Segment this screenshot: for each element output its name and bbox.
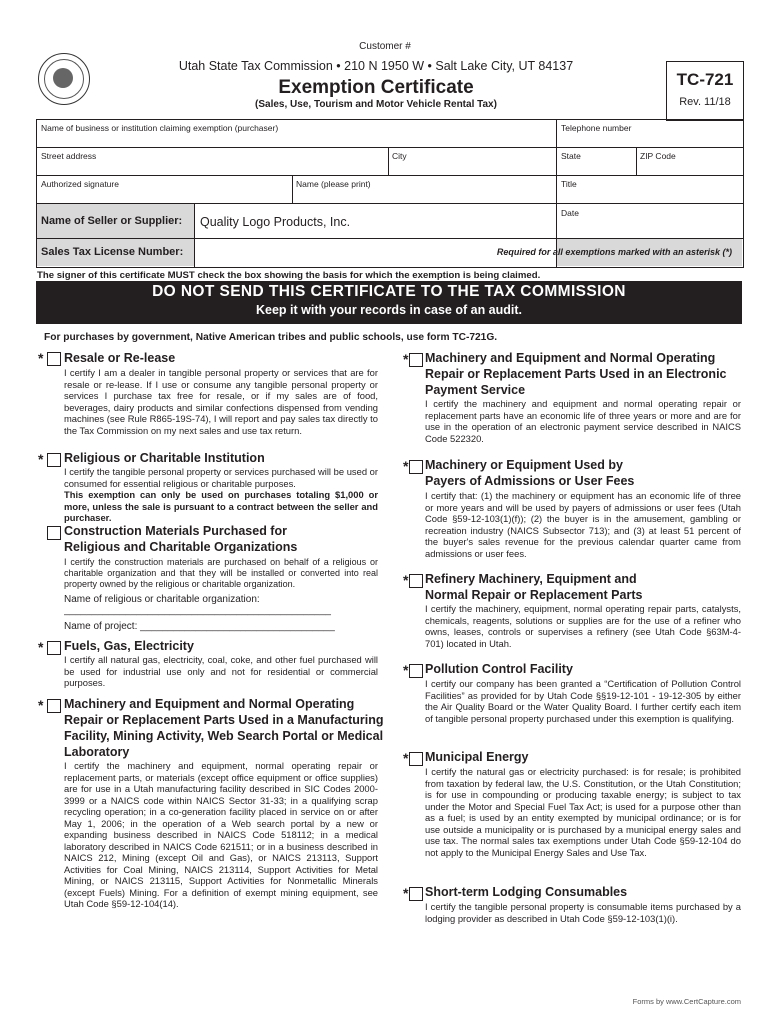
required-asterisk: *	[38, 639, 44, 655]
customer-number-label: Customer #	[359, 41, 411, 52]
lodging-title: Short-term Lodging Consumables	[425, 885, 628, 899]
zip-code-field[interactable]: ZIP Code	[640, 151, 676, 161]
signer-notice: The signer of this certificate MUST check the box showing the basis for which the exemption is being claimed.	[37, 270, 541, 281]
municipal-energy-checkbox[interactable]	[409, 752, 423, 766]
fuels-body: I certify all natural gas, electricity, coal, coke, and other fuel purchased will be used for industrial use only and not for residential or commercial purposes.	[64, 654, 378, 688]
revision-date: Rev. 11/18	[679, 96, 731, 108]
city-field[interactable]: City	[392, 151, 407, 161]
electronic-payment-body: I certify the machinery and equipment and normal operating repair or replacement parts have an economic life of three years or more and are for use in the operation of an electronic payment service described in NAICS Code 522320.	[425, 398, 741, 444]
admissions-body: I certify that: (1) the machinery or equipment has an economic life of three or more years and will be used by payers of admissions or user fees (Utah Code §59-12-103(1)(f)); (2) the buyer is in the amusement, gambling or recreation industry (NAICS Subsector 713); and (3) at least 51 percent of the buyer's sales revenue for the previous calendar quarter came from admissions or user fees.	[425, 490, 741, 559]
form-subtitle: (Sales, Use, Tourism and Motor Vehicle Rental Tax)	[255, 99, 497, 110]
utah-state-seal-icon	[38, 53, 90, 105]
refinery-title-2: Normal Repair or Replacement Parts	[425, 588, 643, 602]
banner-line1: DO NOT SEND THIS CERTIFICATE TO THE TAX COMMISSION	[152, 283, 626, 300]
electronic-payment-title-2: Repair or Replacement Parts Used in an Electronic	[425, 367, 727, 381]
admissions-checkbox[interactable]	[409, 460, 423, 474]
municipal-energy-body: I certify the natural gas or electricity purchased: is for resale; is prohibited from taxation by federal law, the U.S. Constitution, or the Utah Constitution; is for use in compounding or producing taxable energy; is subject to tax under the Motor and Special Fuel Tax Act; is used for a purpose other than as a fuel; is used by an entity exempted by municipal ordinance; or is for use outside a municipality or is purchased by a municipal energy sales and use tax. The normal sales tax exemptions under Utah Code §59-12-104 do not apply to the Municipal Energy Sales and Use Tax.	[425, 766, 741, 858]
seller-name-field[interactable]: Quality Logo Products, Inc.	[200, 215, 351, 229]
required-asterisk: *	[403, 458, 409, 474]
agency-line: Utah State Tax Commission • 210 N 1950 W • Salt Lake City, UT 84137	[178, 59, 574, 73]
manufacturing-title-3: Facility, Mining Activity, Web Search Portal or Medical	[64, 729, 384, 743]
resale-title: Resale or Re-lease	[64, 351, 176, 365]
manufacturing-title-2: Repair or Replacement Parts Used in a Manufacturing	[64, 713, 384, 727]
manufacturing-body: I certify the machinery and equipment, normal operating repair or replacement parts, or materials (except office equipment or office supplies) are for use in a Utah manufacturing facility described in SIC Codes 2000-3999 or a NAICS code within NAICS Sector 31-33; in a qualifying scrap recycling operation; in a co-generation facility placed in service on or after May 1, 2006; in the operation of a Web search portal by a new or expanding business described in NAICS Code 518112; in a medical laboratory described in NAICS Code 621511; or in a business described in NAICS 212, Mining (except Oil and Gas), or NAICS 213113, Support Activities for Coal Mining, NAICS 213114, Support Activities for Metal Mining, or NAICS 213115, Support Activities for Nonmetallic Minerals (except Fuels) Mining. For a definition of exempt mining equipment, see Utah Code §59-12-104(14).	[64, 760, 378, 909]
required-asterisk: *	[38, 350, 44, 366]
religious-limit-note: This exemption can only be used on purchases totaling $1,000 or more, unless the sale is pursuant to a contract between the seller and purchaser.	[64, 489, 378, 523]
municipal-energy-title: Municipal Energy	[425, 750, 529, 764]
refinery-checkbox[interactable]	[409, 574, 423, 588]
refinery-body: I certify the machinery, equipment, normal operating repair parts, catalysts, chemicals, reagents, solutions or supplies are for the use of a refiner who owns, leases, controls or supervises a refinery (see Utah Code §63M-4-701) located in Utah.	[425, 603, 741, 649]
fuels-title: Fuels, Gas, Electricity	[64, 639, 194, 653]
form-number-box	[666, 61, 744, 121]
form-title: Exemption Certificate	[278, 77, 474, 98]
required-asterisk: *	[403, 662, 409, 678]
required-asterisk: *	[38, 697, 44, 713]
print-name-field[interactable]: Name (please print)	[296, 179, 371, 189]
lodging-checkbox[interactable]	[409, 887, 423, 901]
license-label: Sales Tax License Number:	[41, 246, 184, 258]
government-note: For purchases by government, Native American tribes and public schools, use form TC-721G.	[44, 332, 498, 343]
fuels-checkbox[interactable]	[47, 641, 61, 655]
electronic-payment-checkbox[interactable]	[409, 353, 423, 367]
pollution-checkbox[interactable]	[409, 664, 423, 678]
required-asterisk: *	[403, 885, 409, 901]
manufacturing-title-4: Laboratory	[64, 745, 130, 759]
footer-credit: Forms by www.CertCapture.com	[632, 997, 741, 1006]
pollution-title: Pollution Control Facility	[425, 662, 573, 676]
electronic-payment-title-3: Payment Service	[425, 383, 526, 397]
electronic-payment-title-1: Machinery and Equipment and Normal Operating	[425, 351, 716, 365]
construction-title-1: Construction Materials Purchased for	[64, 524, 287, 538]
religious-title: Religious or Charitable Institution	[64, 451, 265, 465]
required-asterisk: *	[403, 750, 409, 766]
project-name-field[interactable]: Name of project: ___________________________________	[64, 621, 335, 632]
manufacturing-title-1: Machinery and Equipment and Normal Operating	[64, 697, 355, 711]
construction-body: I certify the construction materials are purchased on behalf of a religious or charitable organization and that they will be installed or converted into real property owned by the religious or charitable organization.	[64, 557, 378, 589]
required-note: Required for all exemptions marked with an asterisk (*)	[496, 247, 732, 257]
refinery-title-1: Refinery Machinery, Equipment and	[425, 572, 637, 586]
title-field[interactable]: Title	[561, 179, 577, 189]
street-address-field[interactable]: Street address	[41, 151, 97, 161]
business-name-field[interactable]: Name of business or institution claiming exemption (purchaser)	[41, 123, 279, 133]
admissions-title-1: Machinery or Equipment Used by	[425, 458, 623, 472]
seller-label: Name of Seller or Supplier:	[41, 215, 183, 227]
date-field[interactable]: Date	[561, 208, 579, 218]
resale-checkbox[interactable]	[47, 352, 61, 366]
religious-checkbox[interactable]	[47, 453, 61, 467]
manufacturing-checkbox[interactable]	[47, 699, 61, 713]
form-number: TC-721	[676, 70, 734, 89]
organization-name-label: Name of religious or charitable organization:	[64, 594, 260, 605]
required-asterisk: *	[403, 572, 409, 588]
pollution-body: I certify our company has been granted a “Certification of Pollution Control Facilities” as provided for by Utah Code §§19-12-101 - 19-12-305 by either the Air Quality Board or the Water Quality Board. I further certify each item of tangible personal property purchased under this exemption is qualifying.	[425, 678, 741, 724]
lodging-body: I certify the tangible personal property is consumable items purchased by a lodging provider as described in Utah Code §59-12-103(1)(i).	[425, 901, 741, 924]
construction-checkbox[interactable]	[47, 526, 61, 540]
authorized-signature-field[interactable]: Authorized signature	[41, 179, 119, 189]
admissions-title-2: Payers of Admissions or User Fees	[425, 474, 635, 488]
organization-name-field[interactable]: ________________________________________________	[64, 605, 331, 616]
do-not-send-banner	[36, 281, 742, 324]
resale-body: I certify I am a dealer in tangible personal property or services that are for resale or re-lease. If I use or consume any tangible personal property or services I purchase tax free for resale, or if my sales are of food, beverages, dairy products and similar confections dispensed from vending machines (see Rule R865-19S-74), I will report and pay sales tax directly to the Tax Commission on my next sales and use tax return.	[64, 367, 378, 436]
telephone-field[interactable]: Telephone number	[561, 123, 632, 133]
required-asterisk: *	[403, 351, 409, 367]
construction-title-2: Religious and Charitable Organizations	[64, 540, 298, 554]
state-field[interactable]: State	[561, 151, 581, 161]
required-asterisk: *	[38, 451, 44, 467]
religious-body: I certify the tangible personal property or services purchased will be used or consumed for essential religious or charitable purposes.	[64, 466, 378, 489]
banner-line2: Keep it with your records in case of an audit.	[255, 303, 523, 317]
